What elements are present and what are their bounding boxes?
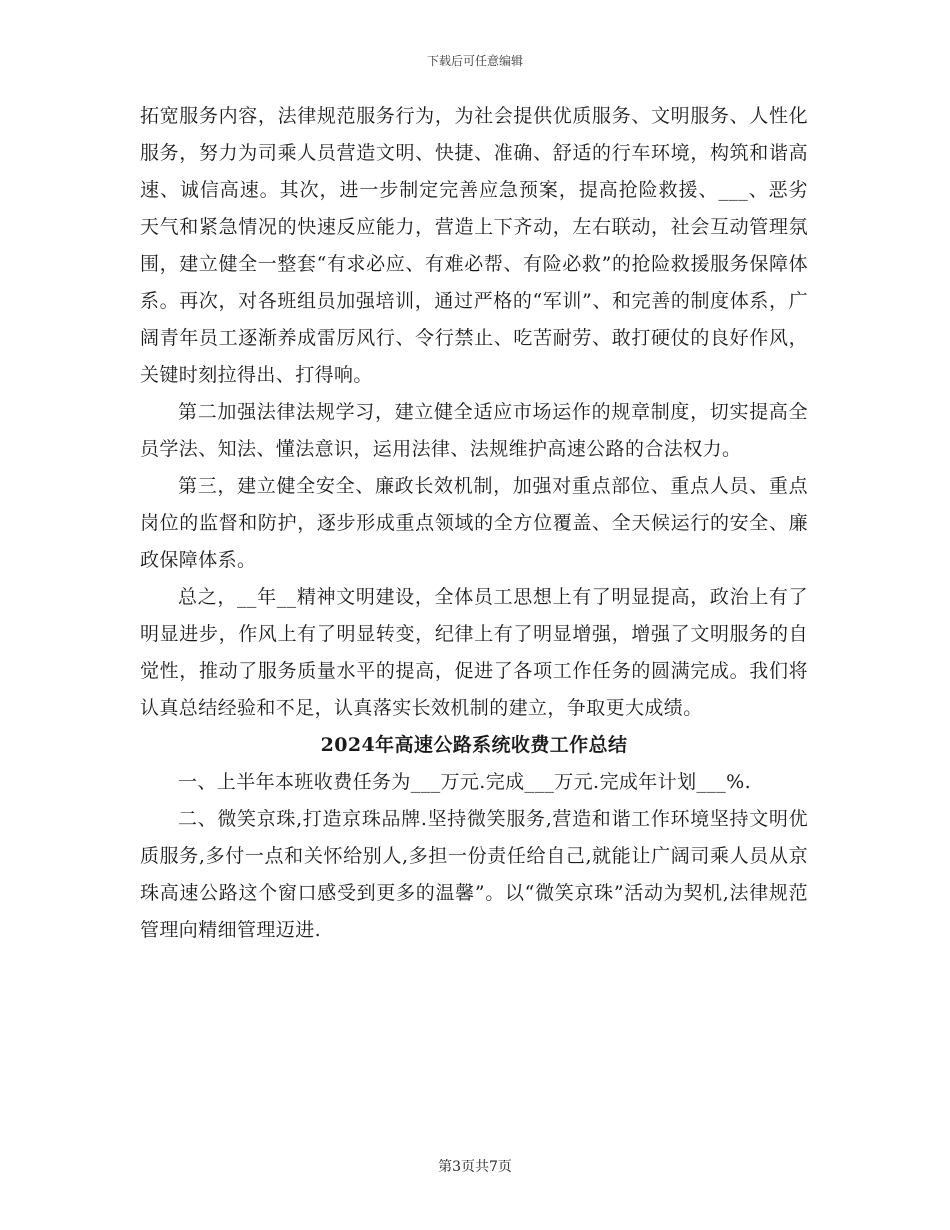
paragraph-conclusion: 总之，__年__精神文明建设，全体员工思想上有了明显提高，政治上有了明显进步，作风上有了明显转变，纪律上有了明显增强，增强了文明服务的自觉性，推动了服务质量水平的提高，促进了各项工作任务的圆满完成。我们将认真总结经验和不足，认真落实长效机制的建立，争取更大成绩。 (140, 586, 808, 719)
page-number: 第3页共7页 (438, 1159, 512, 1175)
paragraph-legal-study: 第二加强法律法规学习，建立健全适应市场运作的规章制度，切实提高全员学法、知法、懂法意识，运用法律、法规维护高速公路的合法权力。 (140, 401, 808, 460)
paragraph-smile-service: 二、微笑京珠,打造京珠品牌.坚持微笑服务,营造和谐工作环境坚持文明优质服务,多付一点和关怀给别人,多担一份责任给自己,就能让广阔司乘人员从京珠高速公路这个窗口感受到更多的温馨”。以“微笑京珠”活动为契机,法律规范管理向精细管理迈进. (140, 808, 808, 941)
paragraph-safety-mechanism: 第三，建立健全安全、廉政长效机制，加强对重点部位、重点人员、重点岗位的监督和防护，逐步形成重点领域的全方位覆盖、全天候运行的安全、廉政保障体系。 (140, 475, 808, 571)
paragraph-service-content: 拓宽服务内容，法律规范服务行为，为社会提供优质服务、文明服务、人性化服务，努力为司乘人员营造文明、快捷、准确、舒适的行车环境，构筑和谐高速、诚信高速。其次，进一步制定完善应急预案，提高抢险救援、___、恶劣天气和紧急情况的快速反应能力，营造上下齐动，左右联动，社会互动管理氛围，建立健全一整套“有求必应、有难必帮、有险必救”的抢险救援服务保障体系。再次，对各班组员加强培训，通过严格的“军训”、和完善的制度体系，广阔青年员工逐渐养成雷厉风行、令行禁止、吃苦耐劳、敢打硬仗的良好作风，关键时刻拉得出、打得响。 (140, 105, 808, 386)
header-note: 下载后可任意编辑 (426, 54, 523, 68)
paragraph-toll-task: 一、上半年本班收费任务为___万元.完成___万元.完成年计划___%. (178, 771, 752, 793)
document-body (140, 98, 808, 949)
section-title: 2024年高速公路系统收费工作总结 (320, 734, 628, 756)
